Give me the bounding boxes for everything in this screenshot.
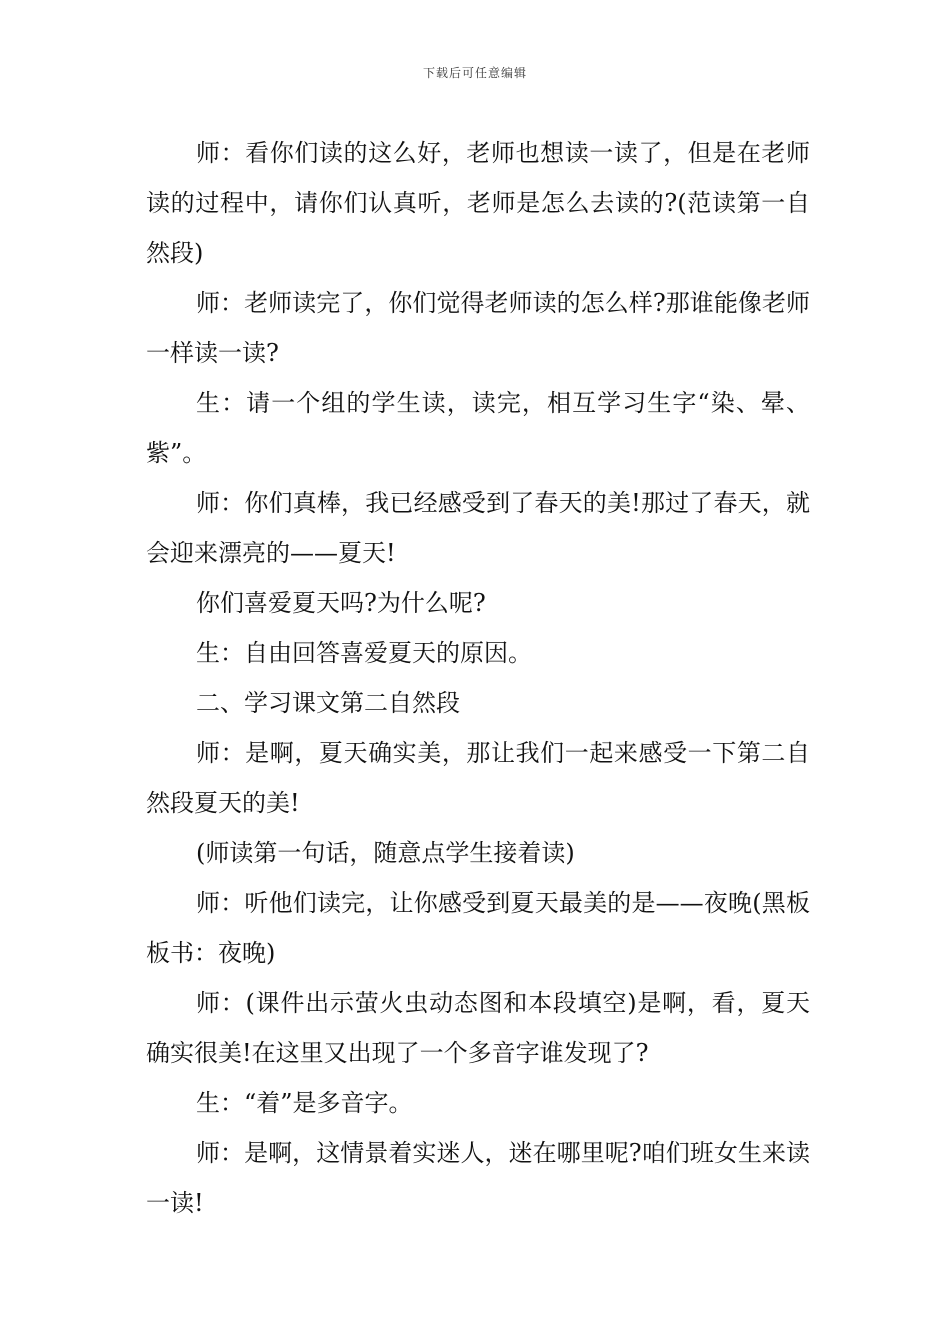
paragraph: 生：“着”是多音字。 <box>196 1089 413 1117</box>
paragraph: 师：你们真棒，我已经感受到了春天的美!那过了春天，就会迎来漂亮的——夏天! <box>146 489 810 567</box>
page-header: 下载后可任意编辑 <box>422 66 527 80</box>
paragraph: 师：看你们读的这么好，老师也想读一读了，但是在老师读的过程中，请你们认真听，老师是怎么去读的?(范读第一自然段) <box>146 139 810 267</box>
paragraph: 师：老师读完了，你们觉得老师读的怎么样?那谁能像老师一样读一读? <box>146 289 810 367</box>
paragraph: 生：自由回答喜爱夏天的原因。 <box>196 639 532 667</box>
paragraph: 师：是啊，夏天确实美，那让我们一起来感受一下第二自然段夏天的美! <box>146 739 810 817</box>
section-heading: 二、学习课文第二自然段 <box>196 689 460 717</box>
paragraph: (师读第一句话，随意点学生接着读) <box>196 839 575 867</box>
paragraph: 生：请一个组的学生读，读完，相互学习生字“染、晕、紫”。 <box>146 389 810 467</box>
paragraph: 师：(课件出示萤火虫动态图和本段填空)是啊，看，夏天确实很美!在这里又出现了一个多音字谁发现了? <box>146 989 810 1067</box>
paragraph: 师：听他们读完，让你感受到夏天最美的是——夜晚(黑板板书：夜晚) <box>146 889 810 967</box>
document-body <box>146 128 810 1228</box>
paragraph: 师：是啊，这情景着实迷人，迷在哪里呢?咱们班女生来读一读! <box>146 1139 810 1217</box>
paragraph: 你们喜爱夏天吗?为什么呢? <box>196 589 486 617</box>
